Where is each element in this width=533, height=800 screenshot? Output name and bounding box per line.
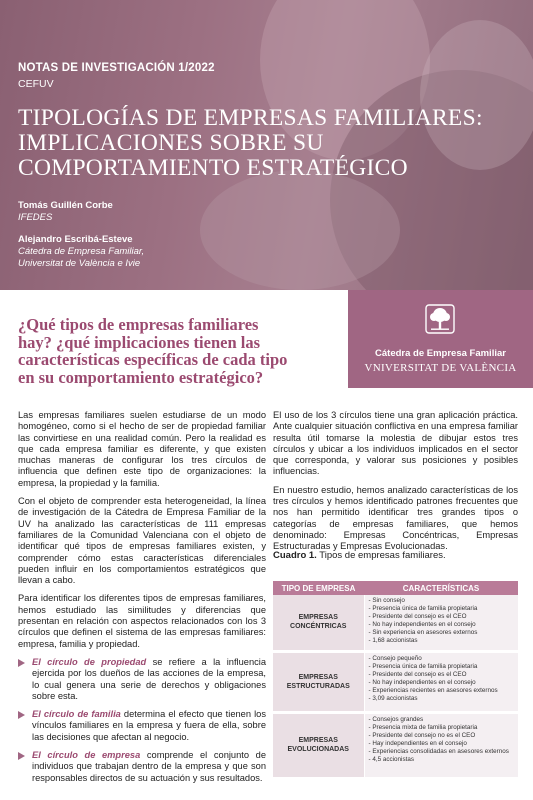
characteristic-item: - No hay independientes en el consejo (368, 621, 476, 629)
logo-line2: VNIVERSITAT DE VALÈNCIA (364, 362, 517, 374)
lead-question: ¿Qué tipos de empresas familiares hay? ¿qué implicaciones tienen las características específicas de cada tipo en su comportamiento estratégico? (18, 315, 288, 387)
author-name: Tomás Guillén Corbe (18, 200, 113, 211)
left-column (18, 410, 266, 791)
list-item (18, 750, 266, 784)
logo-line1: Cátedra de Empresa Familiar (375, 348, 506, 359)
list-text: comprende el conjunto de individuos que trabajan dentro de la empresa y que son responsables directos de su actuación y sus resultados. (32, 750, 266, 783)
characteristic-item: - Sin experiencia en asesores externos (368, 629, 478, 637)
characteristic-item: - Experiencias consolidadas en asesores externos (368, 747, 509, 755)
characteristic-item: - Presidente del consejo es el CEO (368, 670, 467, 678)
caption-number: Cuadro 1. (273, 550, 317, 561)
list-text: se refiere a la influencia ejercida por los dueños de las acciones de la empresa, lo cual genera una serie de derechos y obligaciones sobre esta. (32, 656, 266, 701)
caption-text: Tipos de empresas familiares. (316, 550, 446, 561)
author-block (18, 234, 144, 270)
arrow-bullet-icon (18, 711, 25, 719)
characteristic-item: - 4,5 accionistas (368, 755, 414, 763)
arrow-bullet-icon (18, 659, 25, 667)
circle-list (18, 657, 266, 784)
table-header-row (273, 581, 518, 595)
characteristics-cell (364, 712, 518, 778)
table-row (273, 651, 518, 712)
table-header-cell: TIPO DE EMPRESA (273, 581, 364, 595)
type-cell (273, 712, 364, 778)
characteristic-item: - Consejo pequeño (368, 654, 422, 662)
characteristics-cell (364, 651, 518, 712)
characteristic-item: - Consejos grandes (368, 715, 424, 723)
characteristic-item: - Presidente del consejo es el CEO (368, 613, 467, 621)
characteristic-item: - 3,09 accionistas (368, 694, 418, 702)
characteristics-cell (364, 595, 518, 651)
right-column (273, 410, 518, 560)
characteristic-item: - Presencia mixta de familia propietaria (368, 723, 478, 731)
type-line: EMPRESAS (298, 737, 338, 744)
paragraph: Con el objeto de comprender esta heterogeneidad, la línea de investigación de la Cátedra de Empresa Familiar de la UV ha analizado las características de 111 empresas familiares de la Comunidad Valenciana con el objeto de identificar qué tipos de empresas familiares existen, y comprender cómo estas características diferenciales pueden influir en los comportamientos estratégicos que llevan a cabo. (18, 496, 266, 586)
type-line: ESTRUCTURADAS (286, 682, 350, 690)
table-row (273, 595, 518, 651)
type-line: EVOLUCIONADAS (287, 746, 349, 753)
list-item (18, 709, 266, 743)
characteristic-item: - Presencia única de familia propietaria (368, 605, 478, 613)
paragraph: Para identificar los diferentes tipos de empresas familiares, hemos estudiado las similitudes y diferencias que presentan en relación con aspectos relacionados con los 3 círculos que definen el sistema de las empresas familiares: empresa, familia y propiedad. (18, 593, 266, 649)
list-term: El círculo de familia (32, 709, 121, 720)
type-line: EMPRESAS (298, 614, 338, 622)
paragraph: Las empresas familiares suelen estudiarse de un modo homogéneo, como si el hecho de ser de propiedad familiar las convirtiese en una realidad común. Pero la realidad es que cada empresa familiar es diferente, y que existen muchas maneras de configurar los tres círculos de influencia que definen este tipo de organizaciones: la empresa, la propiedad y la familia. (18, 410, 266, 488)
characteristic-item: - Experiencias recientes en asesores externos (368, 686, 498, 694)
list-text: determina el efecto que tienen los vínculos familiares en la empresa y fuera de ella, sobre las decisiones que afectan al negocio. (32, 709, 266, 742)
list-term: El círculo de propiedad (32, 656, 147, 667)
paragraph: El uso de los 3 círculos tiene una gran aplicación práctica. Ante cualquier situación conflictiva en una empresa familiar resulta útil tomarse la molestia de dibujar estos tres círculos y ubicar a los individuos implicados en el sector que corresponda, y valorar sus posiciones y posibles influencias. (273, 410, 518, 477)
hero-banner (0, 0, 533, 290)
characteristic-item: - No hay independientes en el consejo (368, 678, 476, 686)
table-caption (273, 550, 446, 561)
list-term: El círculo de empresa (32, 750, 141, 761)
characteristic-item: - 1,68 accionistas (368, 637, 418, 645)
org-label: CEFUV (18, 78, 54, 90)
arrow-bullet-icon (18, 752, 25, 760)
table-header-cell: CARACTERÍSTICAS (364, 581, 518, 595)
page-title: TIPOLOGÍAS DE EMPRESAS FAMILIARES: IMPLICACIONES SOBRE SU COMPORTAMIENTO ESTRATÉGICO (18, 105, 483, 181)
author-affiliation: Cátedra de Empresa Familiar, (18, 246, 145, 257)
catedra-logo-box (348, 290, 533, 388)
author-affiliation: Universitat de València e Ivie (18, 258, 141, 269)
type-line: CONCÉNTRICAS (290, 623, 347, 631)
characteristic-item: - Hay independientes en el consejo (368, 739, 467, 747)
type-cell (273, 595, 364, 651)
tree-icon (425, 304, 455, 334)
author-affiliation: IFEDES (18, 212, 53, 223)
paragraph: En nuestro estudio, hemos analizado características de los tres círculos y hemos identificado patrones frecuentes que nos han permitido identificar tres grandes tipos o categorías de empresas familiares, que hemos denominado: Empresas Concéntricas, Empresas Estructuradas y Empresas Evolucionadas. (273, 484, 518, 552)
series-label: NOTAS DE INVESTIGACIÓN 1/2022 (18, 62, 215, 74)
type-cell (273, 651, 364, 712)
characteristic-item: - Presencia única de familia propietaria (368, 662, 478, 670)
author-block (18, 200, 113, 224)
characteristic-item: - Sin consejo (368, 597, 405, 604)
list-item (18, 657, 266, 702)
author-name: Alejandro Escribá-Esteve (18, 234, 133, 245)
type-line: EMPRESAS (298, 673, 338, 681)
hero-photo-shape (200, 170, 400, 290)
company-types-table (273, 581, 518, 780)
characteristic-item: - Presidente del consejo no es el CEO (368, 731, 476, 739)
table-row (273, 712, 518, 778)
